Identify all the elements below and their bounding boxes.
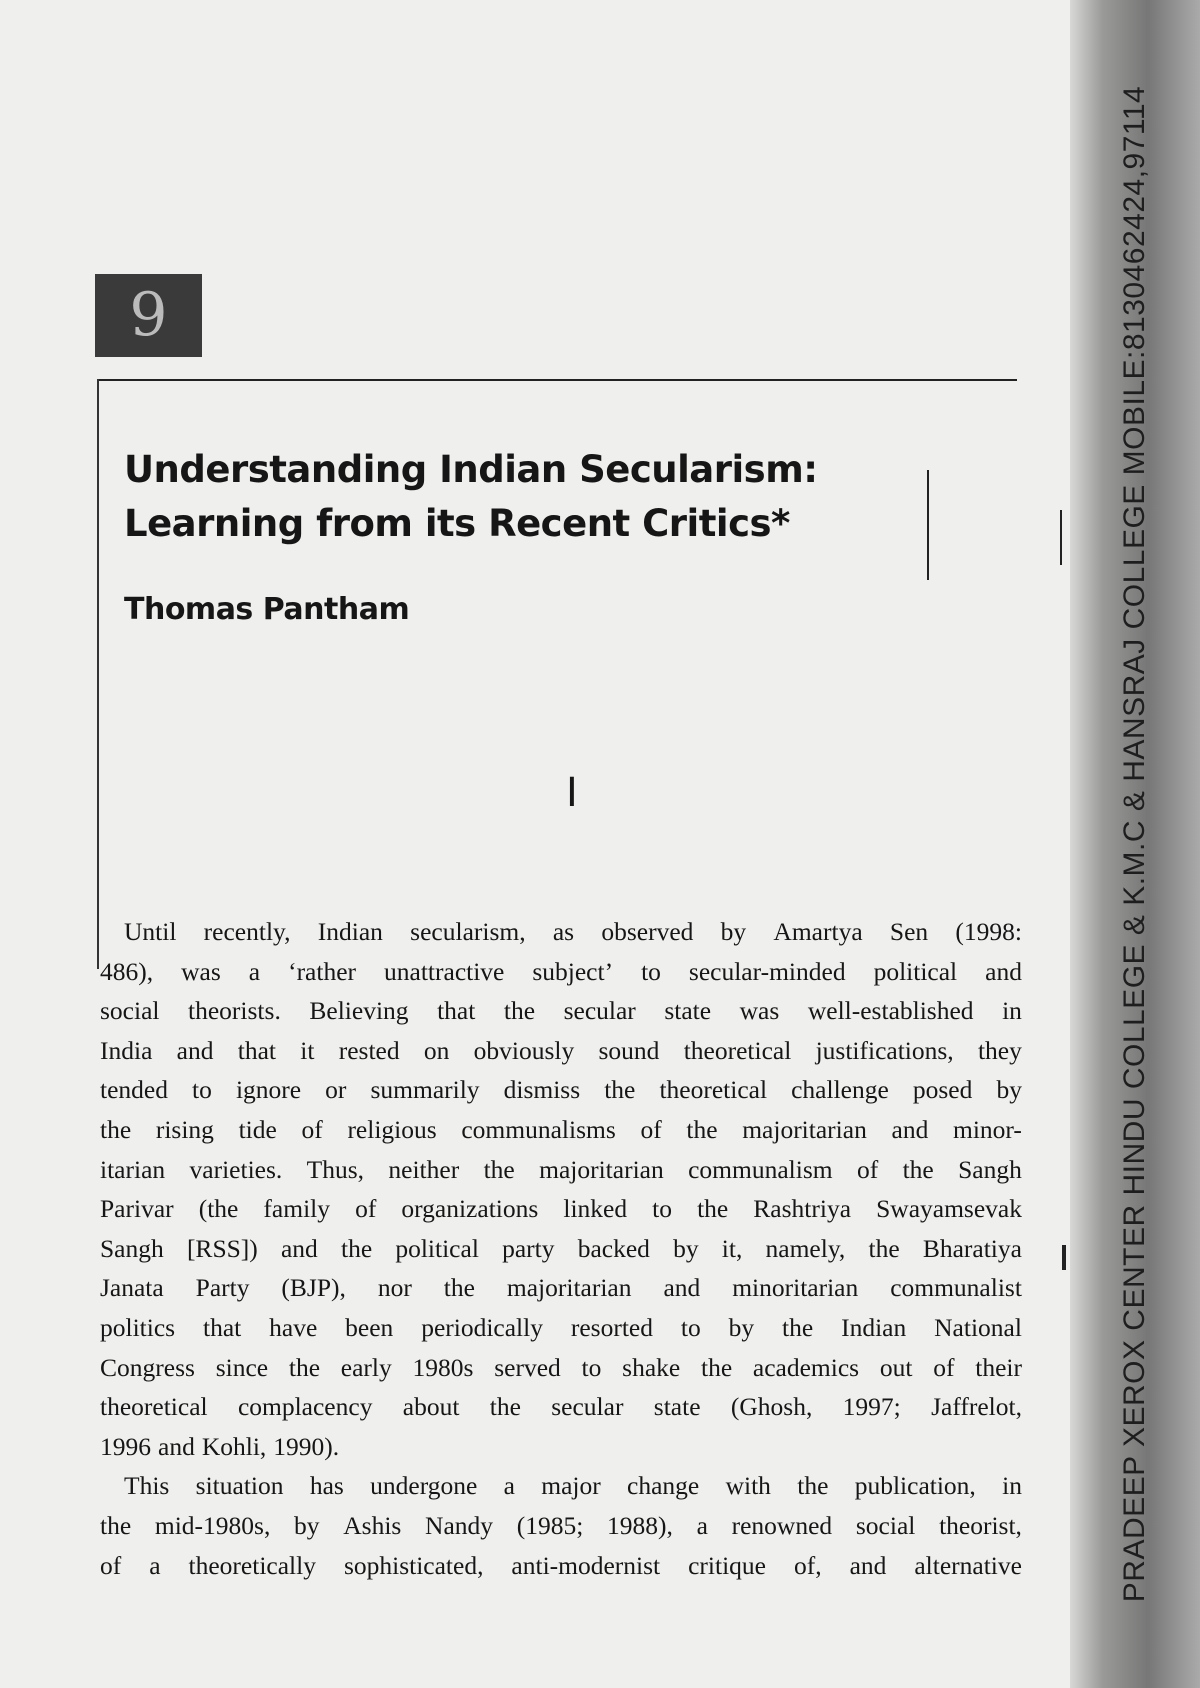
stamp-text: PRADEEP XEROX CENTER HINDU COLLEGE & K.M.C & HANSRAJ COLLEGE MOBILE:8130462424,97114 <box>1118 85 1151 1603</box>
body-line: Janata Party (BJP), nor the majoritarian and minoritarian communalist <box>100 1273 1022 1303</box>
body-line: tended to ignore or summarily dismiss the theoretical challenge posed by <box>100 1075 1022 1105</box>
section-number: I <box>566 770 578 816</box>
body-line: politics that have been periodically resorted to by the Indian National <box>100 1312 1022 1342</box>
left-rule <box>97 379 99 969</box>
body-text <box>100 912 1022 1585</box>
body-line: Congress since the early 1980s served to shake the academics out of their <box>100 1352 1022 1382</box>
body-line: theoretical complacency about the secular state (Ghosh, 1997; Jaffrelot, <box>100 1392 1022 1422</box>
body-line: 486), was a ‘rather unattractive subject’ to secular-minded political and <box>100 956 1022 986</box>
scan-mark <box>1060 510 1062 565</box>
title-line-1: Understanding Indian Secularism: <box>124 448 818 491</box>
header-rule <box>97 379 1017 381</box>
chapter-number: 9 <box>129 280 168 350</box>
scan-mark <box>927 470 929 580</box>
body-line: Sangh [RSS]) and the political party backed by it, namely, the Bharatiya <box>100 1233 1022 1263</box>
author: Thomas Pantham <box>124 592 410 627</box>
body-line: This situation has undergone a major change with the publication, in <box>124 1471 1022 1501</box>
body-line: social theorists. Believing that the secular state was well-established in <box>100 996 1022 1026</box>
scan-mark <box>1062 1245 1066 1270</box>
body-line: of a theoretically sophisticated, anti-modernist critique of, and alternative <box>100 1550 1022 1580</box>
body-line: itarian varieties. Thus, neither the majoritarian communalism of the Sangh <box>100 1154 1022 1184</box>
body-line: the rising tide of religious communalisms of the majoritarian and minor- <box>100 1114 1022 1144</box>
body-line: Parivar (the family of organizations linked to the Rashtriya Swayamsevak <box>100 1194 1022 1224</box>
body-line: Until recently, Indian secularism, as observed by Amartya Sen (1998: <box>124 917 1022 946</box>
title-line-2: Learning from its Recent Critics* <box>124 502 790 545</box>
chapter-number-box <box>95 274 202 357</box>
body-line: the mid-1980s, by Ashis Nandy (1985; 1988), a renowned social theorist, <box>100 1510 1022 1540</box>
photocopy-stamp <box>1070 0 1200 1688</box>
body-line: India and that it rested on obviously sound theoretical justifications, they <box>100 1035 1022 1065</box>
body-line: 1996 and Kohli, 1990). <box>100 1431 340 1461</box>
